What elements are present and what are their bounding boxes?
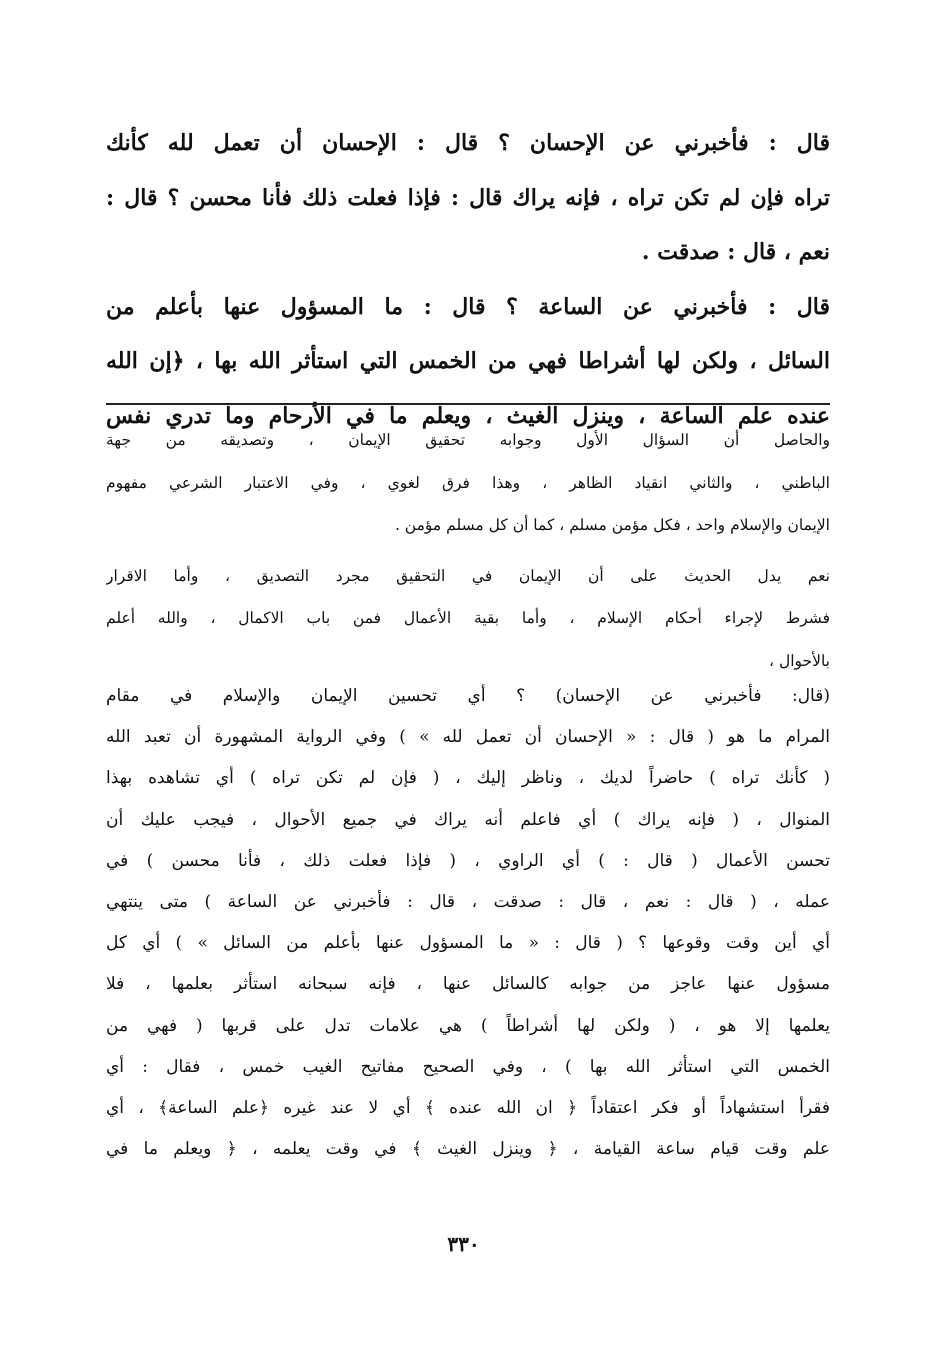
commentary-line: يعلمها إلا هو ، ( ولكن لها أشراطاً ) هي علامات تدل على قربها ( فهي من: [106, 1015, 830, 1036]
commentary-line: المنوال ، ( فإنه يراك ) أي فاعلم أنه يراك في جميع الأحوال ، فيجب عليك أن: [106, 809, 830, 830]
footnote-line: الإيمان والإسلام واحد ، فكل مؤمن مسلم ، كما أن كل مسلم مؤمن .: [394, 516, 830, 534]
commentary-line: عمله ، ( قال : نعم ، قال : صدقت ، قال : فأخبرني عن الساعة ) متى ينتهي: [106, 891, 830, 912]
footnote-line: الباطني ، والثاني انقياد الظاهر ، وهذا فرق لغوي ، وفي الاعتبار الشرعي مفهوم: [106, 473, 830, 492]
main-line: تراه فإن لم تكن تراه ، فإنه يراك قال : فإذا فعلت ذلك فأنا محسن ؟ قال :: [106, 184, 830, 211]
commentary-text: [106, 676, 830, 1170]
main-line: قال : فأخبرني عن الساعة ؟ قال : ما المسؤول عنها بأعلم من: [106, 293, 830, 320]
commentary-line: تحسن الأعمال ( قال : ) أي الراوي ، ( فإذا فعلت ذلك ، فأنا محسن ) في: [106, 850, 830, 871]
commentary-line: ( كأنك تراه ) حاضراً لديك ، وناظر إليك ، ( فإن لم تكن تراه ) أي تشاهده بهذا: [106, 768, 830, 789]
commentary-line: مسؤول عنها عاجز من جوابه كالسائل عنها ، فإنه سبحانه استأثر بعلمها ، فلا: [106, 974, 830, 995]
commentary-line: علم وقت قيام ساعة القيامة ، ﴿ وينزل الغيث ﴾ في وقت يعلمه ، ﴿ ويعلم ما في: [106, 1139, 830, 1160]
commentary-line: (قال: فأخبرني عن الإحسان) ؟ أي تحسين الإيمان والإسلام في مقام: [106, 686, 830, 706]
footnote-line: والحاصل أن السؤال الأول وجوابه تحقيق الإيمان ، وتصديقه من جهة: [106, 431, 830, 449]
footnote-line: فشرط لإجراء أحكام الإسلام ، وأما بقية الأعمال فمن باب الاكمال ، والله أعلم: [106, 609, 830, 627]
footnote-line: بالأحوال ،: [769, 651, 830, 670]
main-line: عنده علم الساعة ، وينزل الغيث ، ويعلم ما في الأرحام وما تدري نفس: [106, 402, 830, 429]
footnote-section: [106, 419, 830, 682]
main-line: قال : فأخبرني عن الإحسان ؟ قال : الإحسان أن تعمل لله كأنك: [106, 130, 830, 156]
commentary-line: الخمس التي استأثر الله بها ) ، وفي الصحيح مفاتيح الغيب خمس ، فقال : أي: [106, 1056, 830, 1077]
footnote-line: نعم يدل الحديث على أن الإيمان في التحقيق مجرد التصديق ، وأما الاقرار: [106, 566, 830, 585]
commentary-line: أي أين وقت وقوعها ؟ ( قال : « ما المسؤول عنها بأعلم من السائل » ) أي كل: [106, 933, 830, 954]
commentary-line: المرام ما هو ( قال : « الإحسان أن تعمل لله » ) وفي الرواية المشهورة أن تعبد الله: [106, 727, 830, 748]
paragraph-gap: [106, 547, 830, 555]
section-divider: [106, 403, 830, 405]
main-line: نعم ، قال : صدقت .: [641, 239, 830, 265]
main-hadith-text: [106, 116, 830, 443]
main-line: السائل ، ولكن لها أشراطا فهي من الخمس التي استأثر الله بها ، ﴿إن الله: [106, 348, 830, 374]
page-number: ٣٣٠: [447, 1232, 480, 1256]
commentary-line: فقرأ استشهاداً أو فكر اعتقاداً ﴿ ان الله عنده ﴾ أي لا عند غيره ﴿علم الساعة﴾ ، أي: [106, 1097, 830, 1118]
